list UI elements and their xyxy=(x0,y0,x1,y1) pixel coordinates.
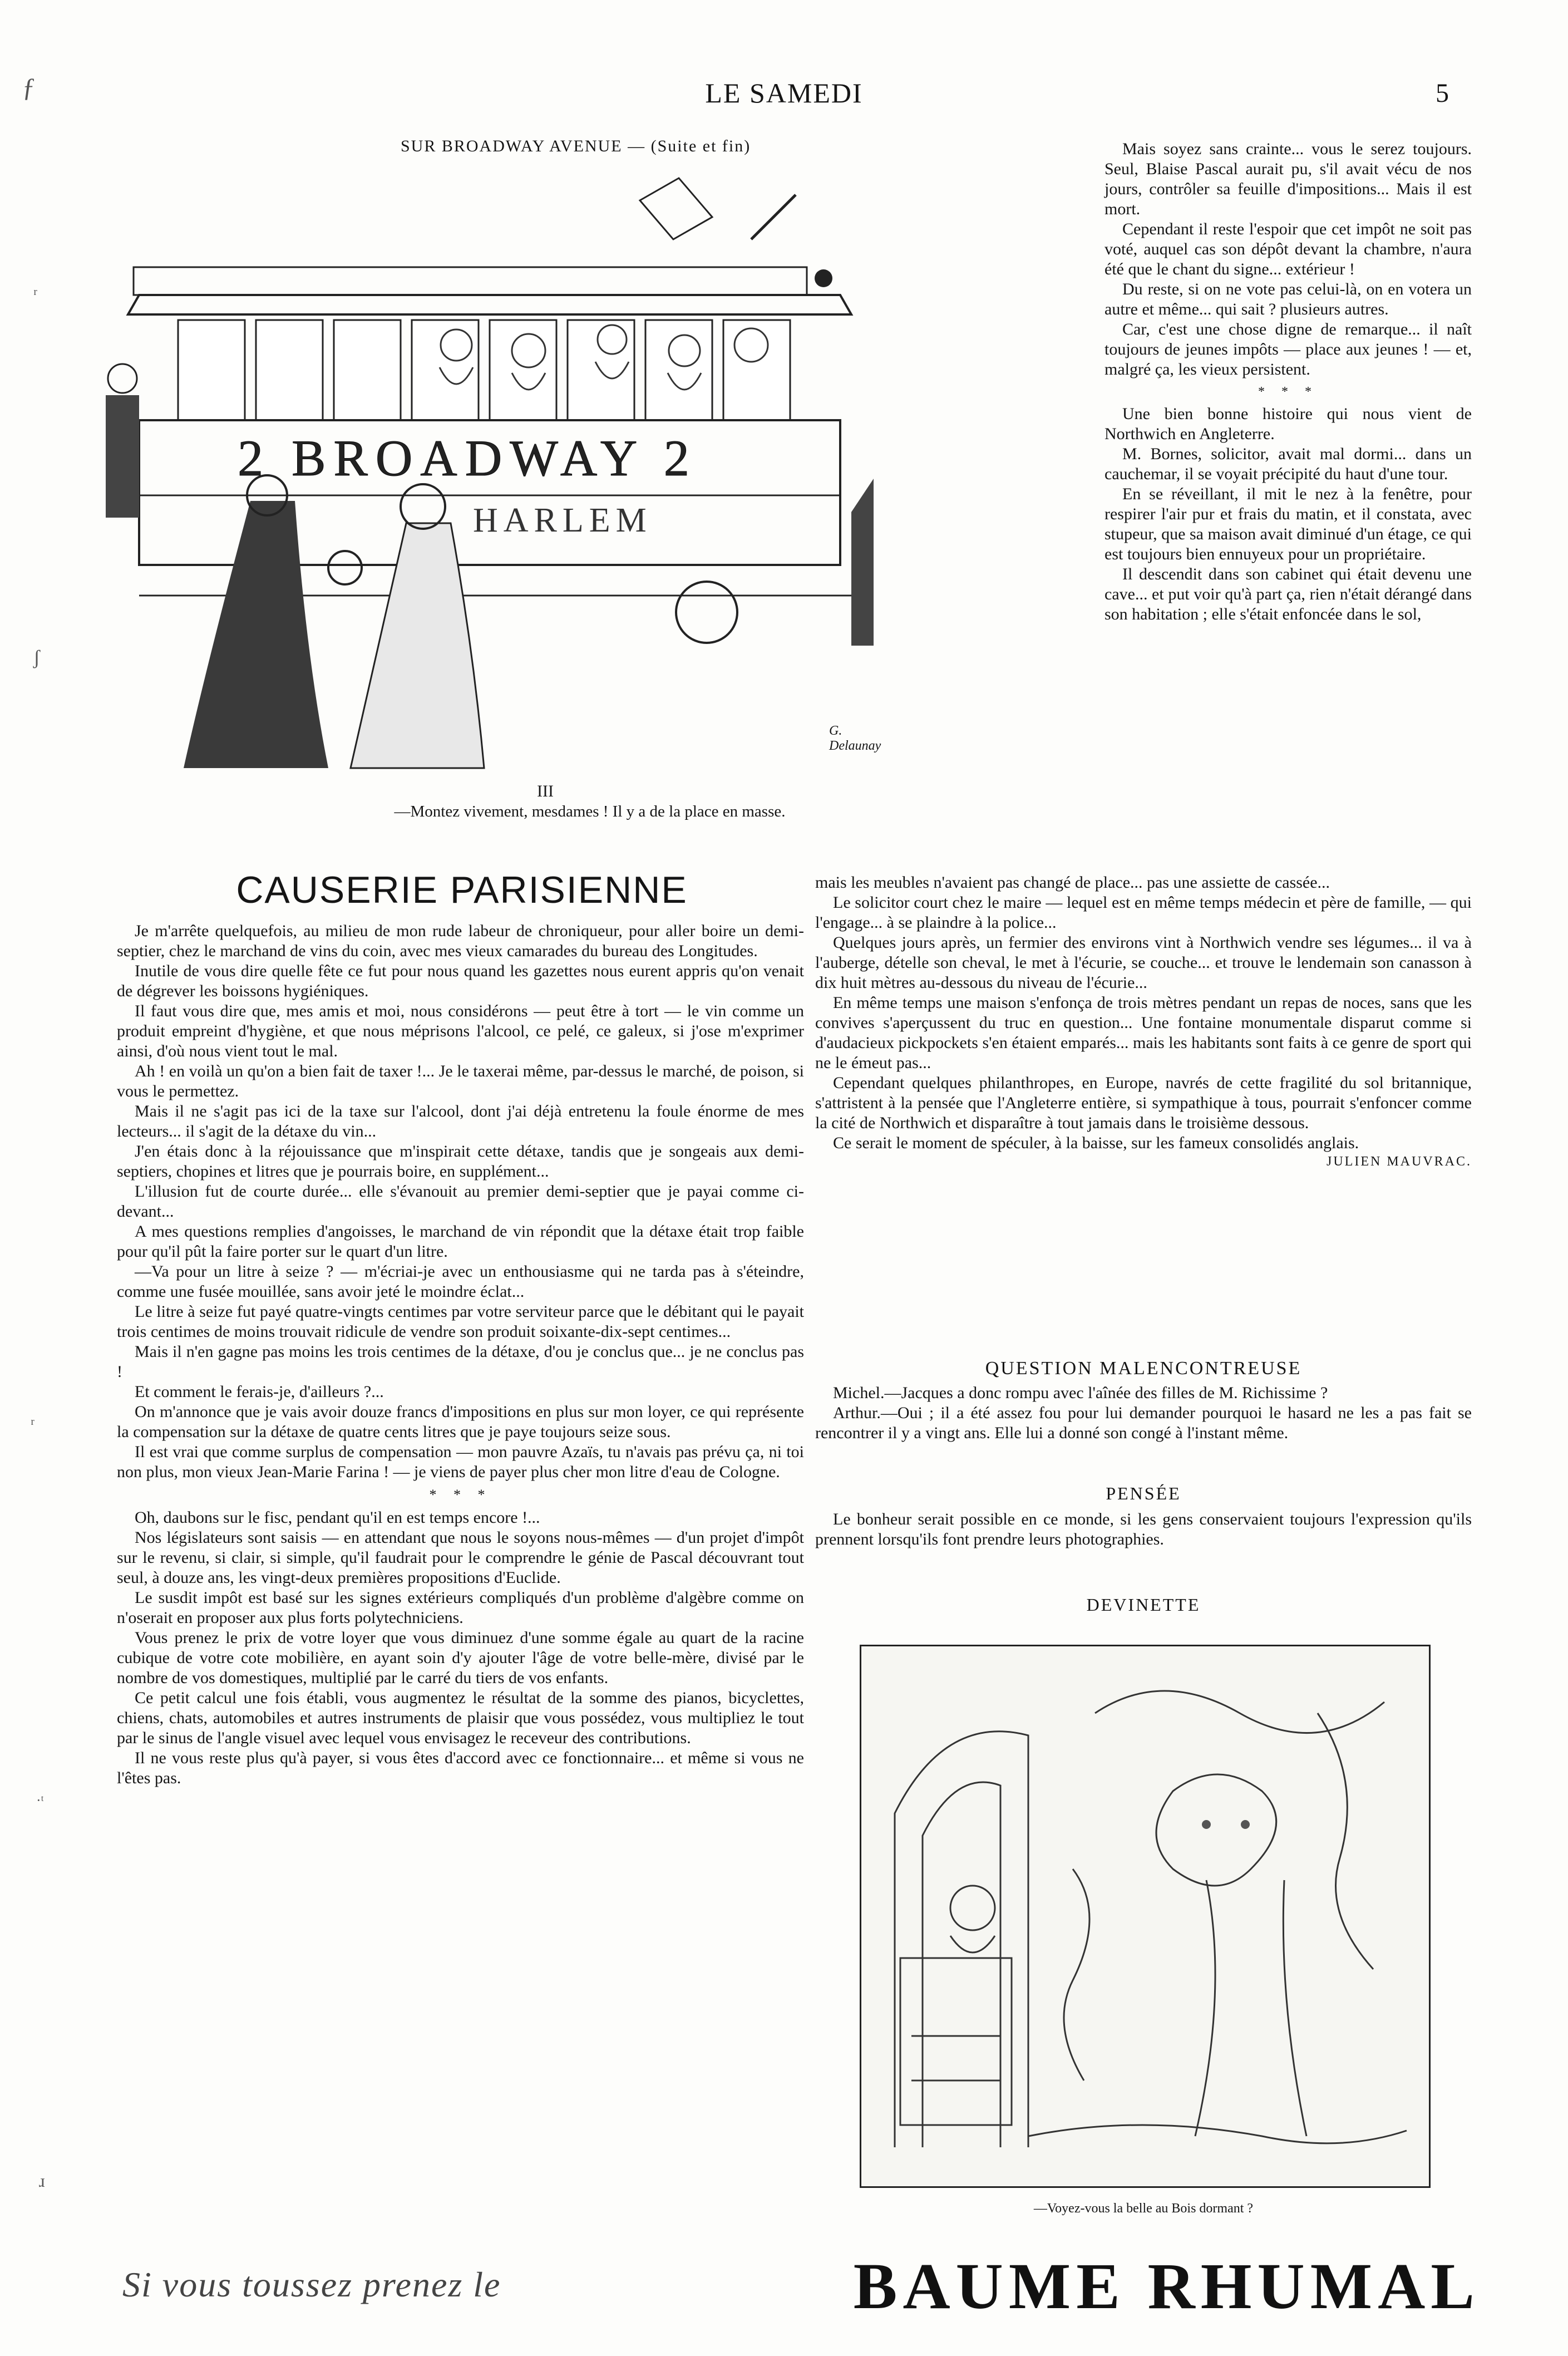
artist-signature: G. Delaunay xyxy=(829,724,881,753)
paragraph: Le litre à seize fut payé quatre-vingts centimes par votre serviteur parce que le débitant qui le payait trois centimes de moins trouvait ridicule de vendre son produit soixante-dix-sept centimes... xyxy=(117,1302,804,1341)
illustration-number: III xyxy=(537,782,554,800)
paragraph: Inutile de vous dire quelle fête ce fut pour nous quand les gazettes nous eurent appris qu'on venait de dégrever les boissons hygiéniques. xyxy=(117,962,804,1000)
paragraph: Il est vrai que comme surplus de compensation — mon pauvre Azaïs, tu n'avais pas prévu ça, ni toi non plus, mon vieux Jean-Marie Farina ! — je viens de payer plus cher mon litre d'eau de Cologne. xyxy=(117,1443,804,1481)
page-number: 5 xyxy=(1436,78,1449,108)
paragraph: Cependant quelques philanthropes, en Europe, navrés de cette fragilité du sol britannique, s'attristent à la pensée que l'Angleterre entière, si sympathique à tous, pourrait s'enfoncer comme la cité de Northwich et disparaître à tout jamais dans le troisième dessous. xyxy=(815,1074,1472,1132)
margin-mark-icon: ·ᵗ xyxy=(36,1792,44,1808)
section-separator: * * * xyxy=(429,1487,492,1503)
margin-mark-icon: ʳ xyxy=(33,284,37,304)
devinette-illustration xyxy=(860,1645,1431,2188)
paragraph: J'en étais donc à la réjouissance que m'inspirait cette détaxe, tandis que je songeais aux demi-septiers, chopines et litres que je pourrais boire, en supplément... xyxy=(117,1142,804,1181)
section-separator: * * * xyxy=(1258,385,1318,399)
paragraph: Oh, daubons sur le fisc, pendant qu'il en est temps encore !... xyxy=(135,1508,540,1527)
paragraph: mais les meubles n'avaient pas changé de place... pas une assiette de cassée... xyxy=(815,873,1330,892)
question-title: QUESTION MALENCONTREUSE xyxy=(985,1358,1302,1379)
paragraph: Une bien bonne histoire qui nous vient de Northwich en Angleterre. xyxy=(1104,405,1472,443)
right-column-top xyxy=(1104,139,1472,624)
paragraph: Vous prenez le prix de votre loyer que vous diminuez d'une somme égale au quart de la racine cubique de votre cote mobilière, en ayant soin d'y ajouter l'âge de votre belle-mère, divisé par le nombre de vos domestiques, multiplié par le carré du tiers de vos enfants. xyxy=(117,1629,804,1687)
dialogue-line: Michel.—Jacques a donc rompu avec l'aînée des filles de M. Richissime ? xyxy=(833,1384,1328,1402)
paragraph: Cependant il reste l'espoir que cet impôt ne soit pas voté, auquel cas son dépôt devant la chambre, n'aura été que le chant du signe... extérieur ! xyxy=(1104,220,1472,278)
right-column-wide xyxy=(815,873,1472,1170)
causerie-body xyxy=(117,921,804,1788)
illustration-heading: SUR BROADWAY AVENUE — (Suite et fin) xyxy=(401,137,751,155)
author-signature: JULIEN MAUVRAC. xyxy=(1327,1154,1472,1169)
paragraph: Du reste, si on ne vote pas celui-là, on en votera un autre et même... qui sait ? plusieurs autres. xyxy=(1104,280,1472,318)
paragraph: En se réveillant, il mit le nez à la fenêtre, pour respirer l'air pur et frais du matin, et il constata, avec stupeur, que sa maison avait diminué d'un étage, ce qui est toujours bien ennuyeux pour un propriétaire. xyxy=(1104,485,1472,563)
newspaper-title: LE SAMEDI xyxy=(705,77,863,109)
tram-sign: 2 BROADWAY 2 xyxy=(238,430,697,486)
margin-mark-icon: ɹ xyxy=(39,2171,45,2191)
paragraph: On m'annonce que je vais avoir douze francs d'impositions en plus sur mon loyer, ce qui représente la compensation sur la détaxe de quatre cents litres que je paye toujours seize sous. xyxy=(117,1403,804,1441)
paragraph: Ce serait le moment de spéculer, à la baisse, sur les fameux consolidés anglais. xyxy=(833,1134,1359,1152)
paragraph: —Va pour un litre à seize ? — m'écriai-je avec un enthousiasme qui ne tarda pas à s'éteindre, comme une fusée mouillée, sans avoir jeté le moindre éclat... xyxy=(117,1262,804,1301)
devinette-title: DEVINETTE xyxy=(1086,1595,1201,1615)
pensee-text: Le bonheur serait possible en ce monde, si les gens conservaient toujours l'expression qu'ils prennent lorsqu'ils font prendre leurs photographies. xyxy=(815,1510,1472,1548)
paragraph: Nos législateurs sont saisis — en attendant que nous le soyons nous-mêmes — d'un projet d'impôt sur le revenu, si clair, si simple, qu'il faudrait pour le comprendre le génie de Pascal découvrant tout seul, à douze ans, les vingt-deux premières propositions d'Euclide. xyxy=(117,1528,804,1587)
paragraph: Il descendit dans son cabinet qui était devenu une cave... et put voir qu'à part ça, rien n'était dérangé dans son habitation ; elle s'était enfoncée dans le sol, xyxy=(1104,565,1472,623)
margin-mark-icon: ƒ xyxy=(22,73,36,102)
question-body xyxy=(815,1383,1472,1443)
paragraph: Le solicitor court chez le maire — lequel est en même temps médecin et père de famille, — qui l'engage... à se plaindre à la police... xyxy=(815,893,1472,932)
paragraph: Car, c'est une chose digne de remarque... il naît toujours de jeunes impôts — place aux jeunes ! — et, malgré ça, les vieux persistent. xyxy=(1104,320,1472,378)
paragraph: Il faut vous dire que, mes amis et moi, nous considérons — peut être à tort — le vin comme un produit empreint d'hygiène, et que nous méprisons l'alcool, ce pelé, ce galeux, si j'ose m'exprimer ainsi, d'où nous vient tout le mal. xyxy=(117,1002,804,1060)
paragraph: Je m'arrête quelquefois, au milieu de mon rude labeur de chroniqueur, pour aller boire un demi-septier, chez le marchand de vins du coin, avec mes vieux camarades du bureau des Longitudes. xyxy=(117,922,804,960)
pensee-title: PENSÉE xyxy=(1106,1483,1181,1503)
devinette-caption: —Voyez-vous la belle au Bois dormant ? xyxy=(1033,2201,1254,2216)
tram-sign-lower: HARLEM xyxy=(473,501,652,539)
paragraph: Le susdit impôt est basé sur les signes extérieurs compliqués d'un problème d'algèbre comme on n'oserait en proposer aux plus forts polytechniciens. xyxy=(117,1588,804,1627)
paragraph: A mes questions remplies d'angoisses, le marchand de vin répondit que la détaxe était trop faible pour qu'il pût la faire porter sur le quart d'un litre. xyxy=(117,1222,804,1261)
margin-mark-icon: ʳ xyxy=(31,1414,34,1434)
dialogue-line: Arthur.—Oui ; il a été assez fou pour lui demander pourquoi le hasard ne les a pas fait se rencontrer il y a vingt ans. Elle lui a donné son congé à l'instant même. xyxy=(815,1404,1472,1442)
paragraph: Mais soyez sans crainte... vous le serez toujours. Seul, Blaise Pascal aurait pu, s'il avait vécu de nos jours, contrôler sa feuille d'impositions... Mais il est mort. xyxy=(1104,140,1472,218)
paragraph: En même temps une maison s'enfonça de trois mètres pendant un repas de noces, sans que les convives s'aperçussent du truc en question... Une fontaine monumentale disparut comme si d'audacieux pickpockets s'en étaient emparés... mais les habitants sont faits à ce genre de sport qui ne le émeut pas... xyxy=(815,993,1472,1072)
tram-illustration xyxy=(83,167,881,779)
paragraph: Et comment le ferais-je, d'ailleurs ?... xyxy=(135,1383,384,1401)
causerie-title: CAUSERIE PARISIENNE xyxy=(236,869,688,911)
footer-ad-brand: BAUME RHUMAL xyxy=(853,2250,1480,2323)
footer-ad-text: Si vous toussez prenez le xyxy=(122,2265,501,2304)
paragraph: Ah ! en voilà un qu'on a bien fait de taxer !... Je le taxerai même, par-dessus le marché, de poison, si vous le permettez. xyxy=(117,1062,804,1100)
paragraph: L'illusion fut de courte durée... elle s'évanouit au premier demi-septier que je payai comme ci-devant... xyxy=(117,1182,804,1221)
illustration-caption: —Montez vivement, mesdames ! Il y a de la place en masse. xyxy=(394,803,786,820)
paragraph: Mais il ne s'agit pas ici de la taxe sur l'alcool, dont j'ai déjà entretenu la foule énorme de mes lecteurs... il s'agit de la détaxe du vin... xyxy=(117,1102,804,1140)
paragraph: M. Bornes, solicitor, avait mal dormi... dans un cauchemar, il se voyait précipité du haut d'une tour. xyxy=(1104,445,1472,483)
paragraph: Ce petit calcul une fois établi, vous augmentez le résultat de la somme des pianos, bicyclettes, chiens, chats, automobiles et autres instruments de plaisir que vous possédez, vous multipliez le tout par le sinus de l'angle visuel avec lequel vous envisagez le receveur des contributions. xyxy=(117,1689,804,1747)
paragraph: Il ne vous reste plus qu'à payer, si vous êtes d'accord avec ce fonctionnaire... et même si vous ne l'êtes pas. xyxy=(117,1749,804,1787)
margin-mark-icon: ʃ xyxy=(33,646,40,668)
paragraph: Mais il n'en gagne pas moins les trois centimes de la détaxe, d'ou je conclus que... je ne conclus pas ! xyxy=(117,1342,804,1381)
paragraph: Quelques jours après, un fermier des environs vint à Northwich vendre ses légumes... il va à l'auberge, dételle son cheval, le met à l'écurie, se couche... et trouve le lendemain son canasson à dix huit mètres au-dessous du niveau de l'écurie... xyxy=(815,933,1472,992)
